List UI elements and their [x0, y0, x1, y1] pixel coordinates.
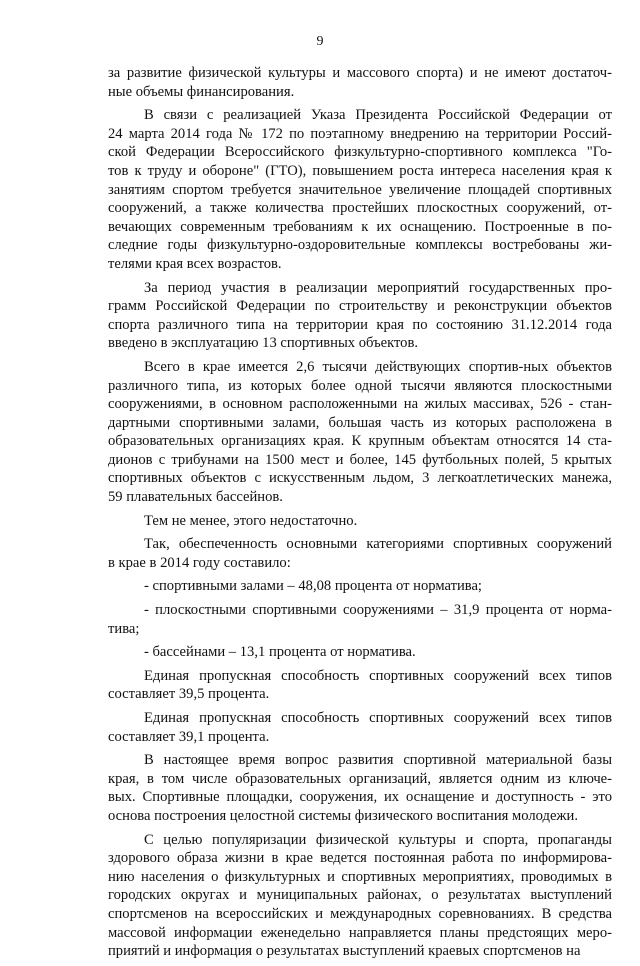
text-line: составляет 39,5 процента.: [108, 686, 270, 703]
text-line: занятиям спортом требуется значительное увеличение площадей спортивных: [108, 181, 612, 198]
text-line: спортивных объектов с искусственным льдом, 3 легкоатлетических манежа,: [108, 470, 612, 487]
text-line: спорта различного типа на территории края по состоянию 31.12.2014 года: [108, 316, 612, 333]
text-line: дионов с трибунами на 1500 мест и более, 145 футбольных полей, 5 крытых: [108, 451, 612, 468]
text-line: нию населения о физкультурных и спортивных мероприятиях, проводимых в: [108, 868, 612, 885]
paragraph: [108, 831, 612, 961]
text-line: за развитие физической культуры и массового спорта) и не имеют достаточ-: [108, 65, 612, 81]
text-line: вечающих современным требованиям к их оснащению. Построенные в по-: [108, 218, 612, 235]
text-line: ные объемы финансирования.: [108, 83, 295, 100]
paragraph: [108, 106, 612, 273]
text-line: За период участия в реализации мероприятий государственных про-: [144, 279, 612, 296]
text-line: различного типа, из которых более одной тысячи являются плоскостными: [108, 377, 612, 394]
text-line: В настоящее время вопрос развития спортивной материальной базы: [144, 752, 612, 769]
text-line: 59 плавательных бассейнов.: [108, 489, 283, 506]
text-line: Единая пропускная способность спортивных сооружений всех типов: [144, 667, 612, 684]
text-line: здорового образа жизни в крае ведется постоянная работа по информирова-: [108, 850, 612, 867]
paragraph: [108, 358, 612, 507]
paragraph: [108, 751, 612, 825]
paragraph: [108, 709, 612, 746]
text-line: - плоскостными спортивными сооружениями – 31,9 процента от норма-: [144, 602, 612, 619]
text-line: составляет 39,1 процента.: [108, 728, 270, 745]
text-line: - спортивными залами – 48,08 процента от норматива;: [144, 578, 482, 595]
text-line: основа построения целостной системы физического воспитания молодежи.: [108, 807, 578, 824]
text-line: Единая пропускная способность спортивных сооружений всех типов: [144, 710, 612, 726]
paragraph: [108, 577, 612, 596]
text-line: края, в том числе образовательных организаций, является одним из ключе-: [108, 770, 612, 787]
text-line: вых. Спортивные площадки, сооружения, их оснащение и доступность - это: [108, 789, 612, 806]
text-line: городских округах и муниципальных районах, о результатах выступлений: [108, 887, 612, 904]
paragraph: [108, 279, 612, 353]
text-line: грамм Российской Федерации по строительству и реконструкции объектов: [108, 298, 612, 315]
text-line: сооружениями, в основном расположенными на жилых массивах, 526 - стан-: [108, 396, 612, 413]
paragraph: [108, 601, 612, 638]
text-line: массовой информации еженедельно направляется планы предстоящих меро-: [108, 924, 612, 941]
text-line: приятий и информация о результатах выступлений краевых спортсменов на: [108, 943, 581, 960]
text-line: тов к труду и обороне" (ГТО), повышением роста интереса населения края к: [108, 162, 612, 179]
paragraph: [108, 64, 612, 101]
text-line: - бассейнами – 13,1 процента от норматива.: [144, 644, 416, 661]
paragraph: [108, 512, 612, 531]
text-line: С целью популяризации физической культуры и спорта, пропаганды: [144, 831, 612, 848]
text-line: Тем не менее, этого недостаточно.: [144, 512, 358, 529]
paragraph: [108, 643, 612, 662]
text-line: следние годы физкультурно-оздоровительные комплексы востребованы жи-: [108, 237, 612, 254]
paragraph: [108, 667, 612, 704]
paragraph: [108, 535, 612, 572]
text-line: Так, обеспеченность основными категориями спортивных сооружений: [144, 536, 612, 553]
text-line: в крае в 2014 году составило:: [108, 554, 291, 571]
text-line: телями края всех возрастов.: [108, 255, 282, 272]
document-body: [108, 64, 612, 966]
text-line: 24 марта 2014 года № 172 по поэтапному внедрению на территории Россий-: [108, 125, 612, 142]
text-line: сооружений, а также количества простейших плоскостных сооружений, от-: [108, 200, 612, 217]
text-line: введено в эксплуатацию 13 спортивных объектов.: [108, 335, 419, 352]
text-line: В связи с реализацией Указа Президента Российской Федерации от: [144, 107, 612, 124]
text-line: дартными спортивными залами, большая часть из которых расположена в: [108, 414, 612, 431]
text-line: Всего в крае имеется 2,6 тысячи действующих спортив-ных объектов: [144, 358, 612, 375]
page-number: 9: [316, 34, 324, 49]
text-line: образовательных организациях края. К крупным объектам относятся 14 ста-: [108, 433, 612, 450]
text-line: спортсменов на всероссийских и международных соревнованиях. В средства: [108, 905, 612, 922]
text-line: ской Федерации Всероссийского физкультурно-спортивного комплекса "Го-: [108, 144, 612, 161]
text-line: тива;: [108, 620, 140, 637]
